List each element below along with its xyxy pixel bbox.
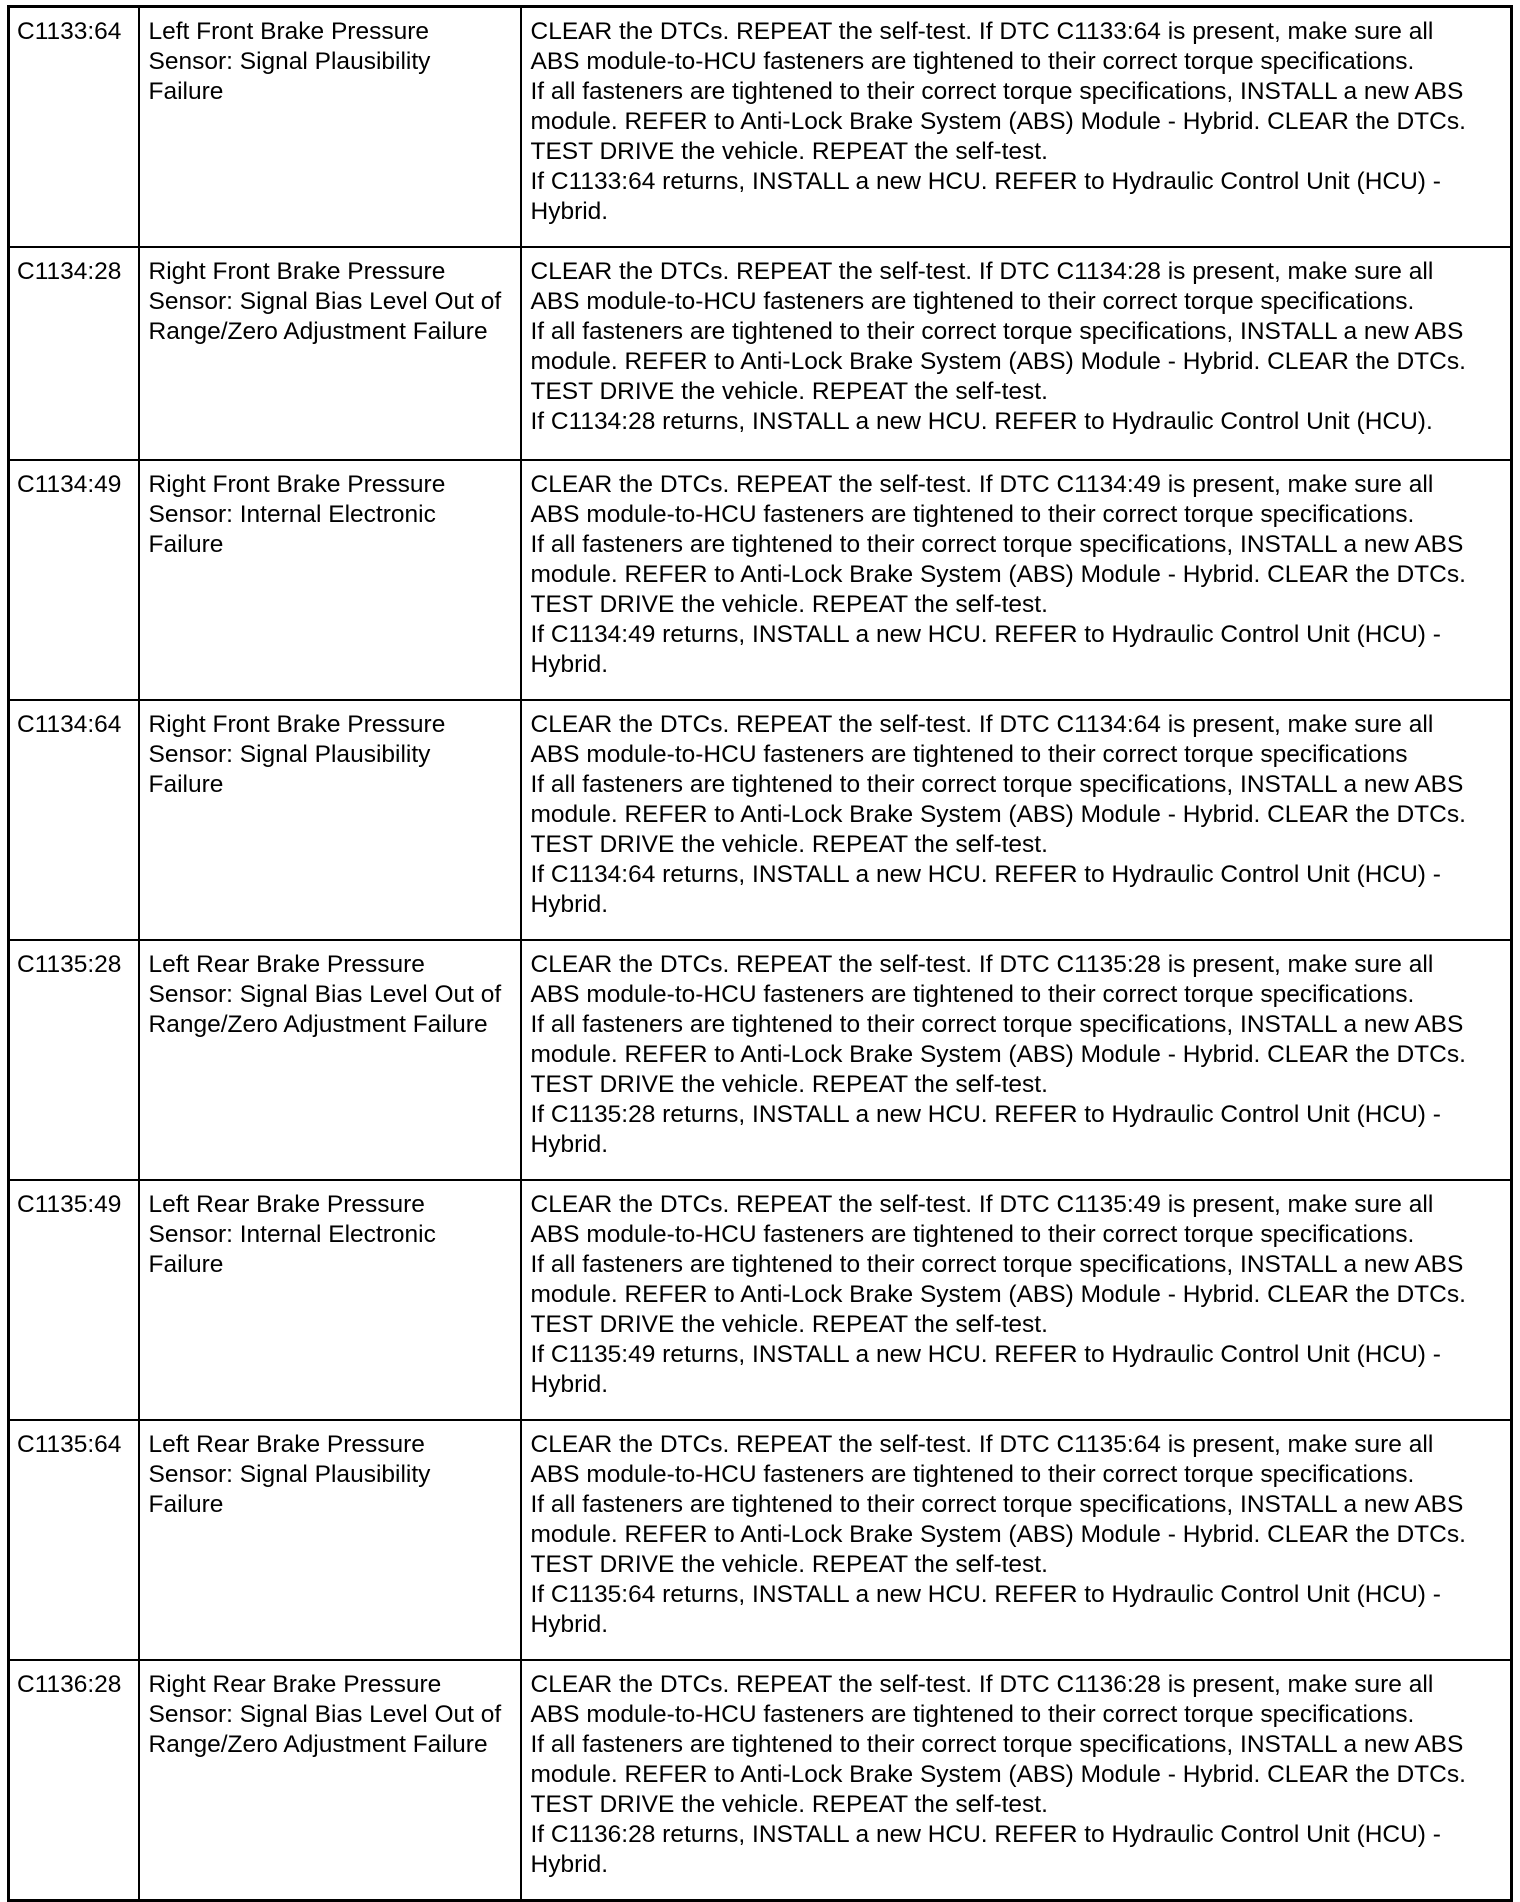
action-line: ABS module-to-HCU fasteners are tightened to their correct torque specifications. xyxy=(530,48,1415,75)
dtc-action xyxy=(521,1660,1512,1901)
action-line: CLEAR the DTCs. REPEAT the self-test. If DTC C1135:49 is present, make sure all xyxy=(530,1191,1434,1218)
action-line: module. REFER to Anti-Lock Brake System (ABS) Module - Hybrid. CLEAR the DTCs. xyxy=(530,1521,1466,1548)
action-line: If C1135:49 returns, INSTALL a new HCU. REFER to Hydraulic Control Unit (HCU) - xyxy=(530,1341,1441,1368)
action-line: module. REFER to Anti-Lock Brake System (ABS) Module - Hybrid. CLEAR the DTCs. xyxy=(530,1041,1466,1068)
action-line: CLEAR the DTCs. REPEAT the self-test. If DTC C1133:64 is present, make sure all xyxy=(530,18,1434,45)
action-line: TEST DRIVE the vehicle. REPEAT the self-test. xyxy=(530,1071,1048,1098)
action-line: ABS module-to-HCU fasteners are tightened to their correct torque specifications. xyxy=(530,1701,1415,1728)
dtc-description xyxy=(139,1660,521,1901)
table-row xyxy=(9,940,1512,1180)
action-line: ABS module-to-HCU fasteners are tightened to their correct torque specifications. xyxy=(530,288,1415,315)
action-line: ABS module-to-HCU fasteners are tightened to their correct torque specifications. xyxy=(530,501,1415,528)
action-line: If all fasteners are tightened to their correct torque specifications, INSTALL a new ABS xyxy=(530,771,1464,798)
dtc-description xyxy=(139,7,521,248)
description-line: Left Rear Brake Pressure xyxy=(148,1431,425,1458)
description-line: Sensor: Signal Bias Level Out of xyxy=(148,1701,502,1728)
action-line: TEST DRIVE the vehicle. REPEAT the self-test. xyxy=(530,1791,1048,1818)
action-line: If C1134:49 returns, INSTALL a new HCU. REFER to Hydraulic Control Unit (HCU) - xyxy=(530,621,1441,648)
action-line: Hybrid. xyxy=(530,1371,609,1398)
action-line: CLEAR the DTCs. REPEAT the self-test. If DTC C1134:28 is present, make sure all xyxy=(530,258,1434,285)
dtc-action xyxy=(521,247,1512,460)
action-line: Hybrid. xyxy=(530,891,609,918)
description-line: Left Front Brake Pressure xyxy=(148,18,430,45)
dtc-table xyxy=(7,5,1513,1902)
dtc-action xyxy=(521,1180,1512,1420)
dtc-description xyxy=(139,940,521,1180)
action-line: CLEAR the DTCs. REPEAT the self-test. If DTC C1135:28 is present, make sure all xyxy=(530,951,1434,978)
action-line: module. REFER to Anti-Lock Brake System (ABS) Module - Hybrid. CLEAR the DTCs. xyxy=(530,1281,1466,1308)
description-line: Sensor: Signal Bias Level Out of xyxy=(148,288,502,315)
action-line: TEST DRIVE the vehicle. REPEAT the self-test. xyxy=(530,138,1048,165)
action-line: If C1135:64 returns, INSTALL a new HCU. REFER to Hydraulic Control Unit (HCU) - xyxy=(530,1581,1441,1608)
action-line: TEST DRIVE the vehicle. REPEAT the self-test. xyxy=(530,591,1048,618)
action-line: If all fasteners are tightened to their correct torque specifications, INSTALL a new ABS xyxy=(530,1491,1464,1518)
action-line: If C1134:28 returns, INSTALL a new HCU. REFER to Hydraulic Control Unit (HCU). xyxy=(530,408,1433,435)
description-line: Failure xyxy=(148,78,224,105)
action-line: If C1136:28 returns, INSTALL a new HCU. REFER to Hydraulic Control Unit (HCU) - xyxy=(530,1821,1441,1848)
description-line: Right Front Brake Pressure xyxy=(148,711,446,738)
action-line: ABS module-to-HCU fasteners are tightened to their correct torque specifications xyxy=(530,741,1408,768)
table-row xyxy=(9,247,1512,460)
dtc-description xyxy=(139,460,521,700)
action-line: Hybrid. xyxy=(530,651,609,678)
action-line: If C1134:64 returns, INSTALL a new HCU. REFER to Hydraulic Control Unit (HCU) - xyxy=(530,861,1441,888)
dtc-code: C1135:49 xyxy=(9,1180,139,1420)
description-line: Left Rear Brake Pressure xyxy=(148,1191,425,1218)
action-line: If all fasteners are tightened to their correct torque specifications, INSTALL a new ABS xyxy=(530,1731,1464,1758)
dtc-table-body xyxy=(9,7,1512,1901)
dtc-code: C1134:28 xyxy=(9,247,139,460)
table-row xyxy=(9,460,1512,700)
action-line: TEST DRIVE the vehicle. REPEAT the self-test. xyxy=(530,1311,1048,1338)
action-line: CLEAR the DTCs. REPEAT the self-test. If DTC C1134:64 is present, make sure all xyxy=(530,711,1434,738)
action-line: ABS module-to-HCU fasteners are tightened to their correct torque specifications. xyxy=(530,1461,1415,1488)
dtc-action xyxy=(521,460,1512,700)
action-line: module. REFER to Anti-Lock Brake System (ABS) Module - Hybrid. CLEAR the DTCs. xyxy=(530,108,1466,135)
description-line: Failure xyxy=(148,1251,224,1278)
action-line: Hybrid. xyxy=(530,1131,609,1158)
dtc-code: C1133:64 xyxy=(9,7,139,248)
action-line: TEST DRIVE the vehicle. REPEAT the self-test. xyxy=(530,378,1048,405)
action-line: CLEAR the DTCs. REPEAT the self-test. If DTC C1136:28 is present, make sure all xyxy=(530,1671,1434,1698)
dtc-action xyxy=(521,1420,1512,1660)
description-line: Range/Zero Adjustment Failure xyxy=(148,1011,488,1038)
dtc-description xyxy=(139,1180,521,1420)
dtc-action xyxy=(521,940,1512,1180)
description-line: Failure xyxy=(148,1491,224,1518)
dtc-description xyxy=(139,700,521,940)
table-row xyxy=(9,700,1512,940)
action-line: If all fasteners are tightened to their correct torque specifications, INSTALL a new ABS xyxy=(530,78,1464,105)
dtc-code: C1136:28 xyxy=(9,1660,139,1901)
action-line: Hybrid. xyxy=(530,198,609,225)
description-line: Range/Zero Adjustment Failure xyxy=(148,318,488,345)
description-line: Right Front Brake Pressure xyxy=(148,471,446,498)
action-line: If C1135:28 returns, INSTALL a new HCU. REFER to Hydraulic Control Unit (HCU) - xyxy=(530,1101,1441,1128)
dtc-action xyxy=(521,700,1512,940)
dtc-code: C1134:64 xyxy=(9,700,139,940)
description-line: Sensor: Internal Electronic xyxy=(148,501,436,528)
action-line: TEST DRIVE the vehicle. REPEAT the self-test. xyxy=(530,1551,1048,1578)
action-line: module. REFER to Anti-Lock Brake System (ABS) Module - Hybrid. CLEAR the DTCs. xyxy=(530,348,1466,375)
dtc-action xyxy=(521,7,1512,248)
dtc-code: C1135:64 xyxy=(9,1420,139,1660)
description-line: Sensor: Signal Plausibility xyxy=(148,48,431,75)
action-line: ABS module-to-HCU fasteners are tightened to their correct torque specifications. xyxy=(530,1221,1415,1248)
action-line: Hybrid. xyxy=(530,1851,609,1878)
description-line: Sensor: Internal Electronic xyxy=(148,1221,436,1248)
action-line: If all fasteners are tightened to their correct torque specifications, INSTALL a new ABS xyxy=(530,1011,1464,1038)
description-line: Failure xyxy=(148,771,224,798)
dtc-description xyxy=(139,1420,521,1660)
description-line: Sensor: Signal Plausibility xyxy=(148,1461,431,1488)
description-line: Right Rear Brake Pressure xyxy=(148,1671,442,1698)
action-line: module. REFER to Anti-Lock Brake System (ABS) Module - Hybrid. CLEAR the DTCs. xyxy=(530,1761,1466,1788)
description-line: Sensor: Signal Bias Level Out of xyxy=(148,981,502,1008)
action-line: CLEAR the DTCs. REPEAT the self-test. If DTC C1135:64 is present, make sure all xyxy=(530,1431,1434,1458)
description-line: Right Front Brake Pressure xyxy=(148,258,446,285)
description-line: Left Rear Brake Pressure xyxy=(148,951,425,978)
dtc-description xyxy=(139,247,521,460)
action-line: If all fasteners are tightened to their correct torque specifications, INSTALL a new ABS xyxy=(530,531,1464,558)
action-line: module. REFER to Anti-Lock Brake System (ABS) Module - Hybrid. CLEAR the DTCs. xyxy=(530,801,1466,828)
table-row xyxy=(9,1180,1512,1420)
action-line: If all fasteners are tightened to their correct torque specifications, INSTALL a new ABS xyxy=(530,318,1464,345)
action-line: ABS module-to-HCU fasteners are tightened to their correct torque specifications. xyxy=(530,981,1415,1008)
description-line: Range/Zero Adjustment Failure xyxy=(148,1731,488,1758)
action-line: Hybrid. xyxy=(530,1611,609,1638)
table-row xyxy=(9,1420,1512,1660)
action-line: If C1133:64 returns, INSTALL a new HCU. REFER to Hydraulic Control Unit (HCU) - xyxy=(530,168,1441,195)
action-line: CLEAR the DTCs. REPEAT the self-test. If DTC C1134:49 is present, make sure all xyxy=(530,471,1434,498)
action-line: TEST DRIVE the vehicle. REPEAT the self-test. xyxy=(530,831,1048,858)
table-row xyxy=(9,7,1512,248)
description-line: Failure xyxy=(148,531,224,558)
table-row xyxy=(9,1660,1512,1901)
dtc-code: C1134:49 xyxy=(9,460,139,700)
dtc-code: C1135:28 xyxy=(9,940,139,1180)
action-line: module. REFER to Anti-Lock Brake System (ABS) Module - Hybrid. CLEAR the DTCs. xyxy=(530,561,1466,588)
action-line: If all fasteners are tightened to their correct torque specifications, INSTALL a new ABS xyxy=(530,1251,1464,1278)
description-line: Sensor: Signal Plausibility xyxy=(148,741,431,768)
